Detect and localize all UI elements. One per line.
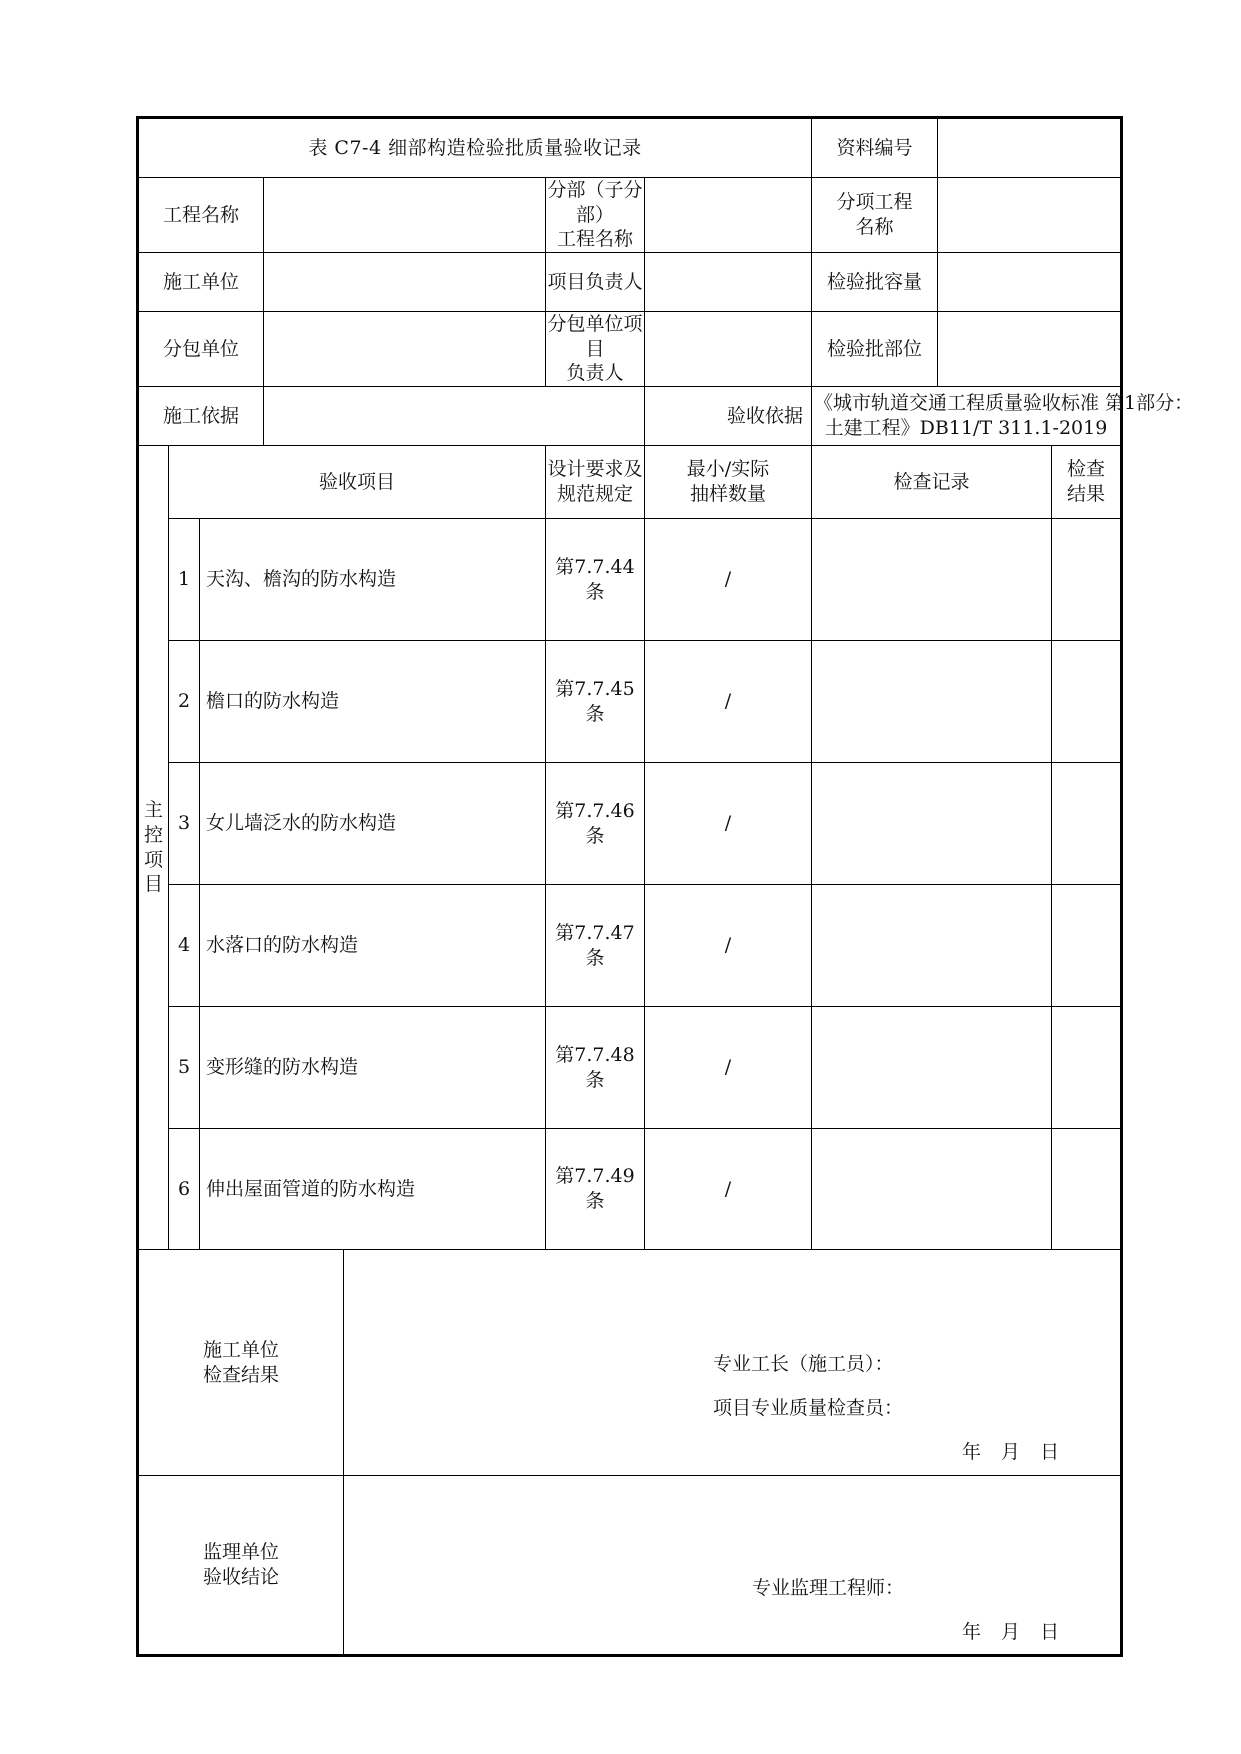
- item-record[interactable]: [812, 1007, 1052, 1129]
- doc-no-label: 资料编号: [812, 118, 938, 178]
- item-sample[interactable]: /: [645, 641, 812, 763]
- construction-date-label: 年 月 日: [962, 1441, 1060, 1464]
- construction-check-label-line1: 施工单位: [202, 1338, 279, 1361]
- acceptance-record-form: [136, 116, 1194, 1646]
- item-no: 5: [169, 1007, 200, 1129]
- main-control-char-2: 控: [143, 823, 163, 846]
- construction-unit-field[interactable]: [264, 253, 546, 312]
- item-no: 2: [169, 641, 200, 763]
- project-leader-field[interactable]: [645, 253, 812, 312]
- construction-check-label: [138, 1250, 344, 1476]
- item-sample[interactable]: /: [645, 519, 812, 641]
- construction-check-area[interactable]: [344, 1250, 1122, 1476]
- subdivision-label: [546, 178, 645, 253]
- item-name: 天沟、檐沟的防水构造: [200, 519, 546, 641]
- item-project-field[interactable]: [938, 178, 1122, 253]
- subcontract-unit-field[interactable]: [264, 312, 546, 387]
- item-name: 女儿墙泛水的防水构造: [200, 763, 546, 885]
- col-header-result-line2: 结果: [1066, 483, 1105, 506]
- item-result[interactable]: [1052, 885, 1122, 1007]
- col-header-design-line2: 规范规定: [556, 483, 633, 506]
- col-header-sample-line2: 抽样数量: [689, 483, 766, 506]
- basis-field[interactable]: [264, 387, 645, 446]
- item-name: 水落口的防水构造: [200, 885, 546, 1007]
- item-no: 3: [169, 763, 200, 885]
- table-row: [138, 519, 1122, 641]
- batch-location-label: 检验批部位: [812, 312, 938, 387]
- subcontract-unit-label: 分包单位: [138, 312, 264, 387]
- item-name: 檐口的防水构造: [200, 641, 546, 763]
- project-leader-label: 项目负责人: [546, 253, 645, 312]
- supervision-check-area[interactable]: [344, 1476, 1122, 1656]
- batch-capacity-label: 检验批容量: [812, 253, 938, 312]
- table-row: [138, 1129, 1122, 1250]
- item-result[interactable]: [1052, 1007, 1122, 1129]
- form-title: 表 C7-4 细部构造检验批质量验收记录: [138, 118, 812, 178]
- construction-unit-label: 施工单位: [138, 253, 264, 312]
- item-record[interactable]: [812, 1129, 1052, 1250]
- col-header-result: [1052, 446, 1122, 519]
- main-control-char-4: 目: [143, 873, 163, 896]
- project-name-field[interactable]: [264, 178, 546, 253]
- supervision-engineer-label: 专业监理工程师：: [752, 1577, 905, 1600]
- table-row: [138, 763, 1122, 885]
- item-project-label-line2: 名称: [855, 216, 894, 239]
- item-sample[interactable]: /: [645, 1129, 812, 1250]
- item-clause: 第7.7.45条: [546, 641, 645, 763]
- acceptance-basis-line1: 《城市轨道交通工程质量验收标准 第1部分：: [814, 392, 1194, 415]
- main-control-label: [138, 446, 169, 1250]
- batch-capacity-field[interactable]: [938, 253, 1122, 312]
- main-control-char-3: 项: [143, 848, 163, 871]
- inspector-signature-label: 项目专业质量检查员：: [713, 1397, 904, 1420]
- item-result[interactable]: [1052, 763, 1122, 885]
- item-no: 4: [169, 885, 200, 1007]
- item-sample[interactable]: /: [645, 885, 812, 1007]
- col-header-design-line1: 设计要求及: [547, 458, 643, 481]
- item-no: 6: [169, 1129, 200, 1250]
- supervision-date-label: 年 月 日: [962, 1621, 1060, 1644]
- item-result[interactable]: [1052, 1129, 1122, 1250]
- col-header-result-line1: 检查: [1066, 458, 1105, 481]
- subdivision-label-line2: 工程名称: [556, 228, 633, 251]
- batch-location-field[interactable]: [938, 312, 1122, 387]
- foreman-signature-label: 专业工长（施工员）：: [713, 1353, 894, 1376]
- acceptance-basis-line2: 土建工程》DB11/T 311.1-2019: [824, 417, 1108, 440]
- col-header-item: 验收项目: [169, 446, 546, 519]
- item-no: 1: [169, 519, 200, 641]
- item-record[interactable]: [812, 641, 1052, 763]
- item-clause: 第7.7.44条: [546, 519, 645, 641]
- item-clause: 第7.7.47条: [546, 885, 645, 1007]
- item-record[interactable]: [812, 519, 1052, 641]
- table-row: [138, 1007, 1122, 1129]
- item-sample[interactable]: /: [645, 1007, 812, 1129]
- supervision-check-label-line1: 监理单位: [202, 1541, 279, 1564]
- doc-no-field[interactable]: [938, 118, 1122, 178]
- item-result[interactable]: [1052, 519, 1122, 641]
- item-project-label: [812, 178, 938, 253]
- subdivision-label-line1: 分部（子分部）: [547, 179, 643, 226]
- subdivision-field[interactable]: [645, 178, 812, 253]
- col-header-sample: [645, 446, 812, 519]
- table-row: [138, 641, 1122, 763]
- item-name: 变形缝的防水构造: [200, 1007, 546, 1129]
- item-clause: 第7.7.48条: [546, 1007, 645, 1129]
- subcontract-leader-label: [546, 312, 645, 387]
- item-project-label-line1: 分项工程: [836, 191, 913, 214]
- item-record[interactable]: [812, 885, 1052, 1007]
- form-table: [136, 116, 1194, 1657]
- subcontract-leader-label-line1: 分包单位项目: [547, 313, 643, 360]
- item-record[interactable]: [812, 763, 1052, 885]
- subcontract-leader-field[interactable]: [645, 312, 812, 387]
- col-header-record: 检查记录: [812, 446, 1052, 519]
- item-name: 伸出屋面管道的防水构造: [200, 1129, 546, 1250]
- col-header-sample-line1: 最小/实际: [686, 458, 770, 481]
- supervision-check-label: [138, 1476, 344, 1656]
- item-clause: 第7.7.49条: [546, 1129, 645, 1250]
- table-row: [138, 885, 1122, 1007]
- construction-check-label-line2: 检查结果: [202, 1363, 279, 1386]
- acceptance-basis-value: [812, 387, 1194, 446]
- main-control-char-1: 主: [143, 799, 163, 822]
- item-sample[interactable]: /: [645, 763, 812, 885]
- project-name-label: 工程名称: [138, 178, 264, 253]
- supervision-check-label-line2: 验收结论: [202, 1566, 279, 1589]
- col-header-design: [546, 446, 645, 519]
- item-result[interactable]: [1052, 641, 1122, 763]
- item-clause: 第7.7.46条: [546, 763, 645, 885]
- acceptance-basis-label: 验收依据: [645, 387, 812, 446]
- basis-label: 施工依据: [138, 387, 264, 446]
- subcontract-leader-label-line2: 负责人: [566, 362, 624, 385]
